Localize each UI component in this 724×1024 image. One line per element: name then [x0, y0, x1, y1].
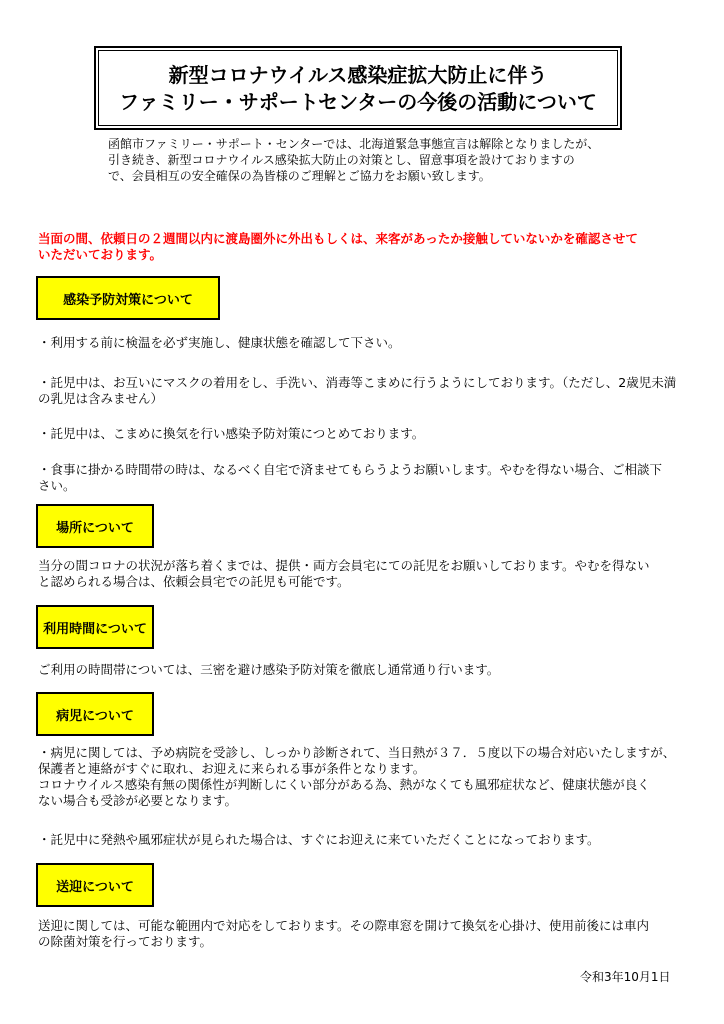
text-line: ・食事に掛かる時間帯の時は、なるべく自宅で済ませてもらうようお願いします。やむを得ない場合、ご相談下: [38, 462, 663, 477]
notice-line: 当面の間、依頼日の２週間以内に渡島圏外に外出もしくは、来客があったか接触していないかを確認させて: [38, 231, 638, 246]
text-line: ・病児に関しては、予め病院を受診し、しっかり診断されて、当日熱が３７．５度以下の場合対応いたしますが、: [38, 745, 676, 760]
heading-place: 場所について: [36, 504, 154, 548]
title-box: [94, 46, 622, 130]
text-line: ・託児中に発熱や風邪症状が見られた場合は、すぐにお迎えに来ていただくことになっております。: [38, 832, 600, 847]
infection-item-4: [38, 462, 698, 494]
intro-paragraph: [108, 136, 628, 184]
intro-line: で、会員相互の安全確保の為皆様のご理解とご協力をお願い致します。: [108, 169, 491, 183]
heading-infection: 感染予防対策について: [36, 276, 220, 320]
page-title-line-1: 新型コロナウイルス感染症拡大防止に伴う: [168, 63, 548, 87]
text-line: の乳児は含みません）: [38, 391, 164, 406]
text-line: ご利用の時間帯については、三密を避け感染予防対策を徹底し通常通り行います。: [38, 662, 500, 677]
text-line: ない場合も受診が必要となります。: [38, 793, 238, 808]
infection-item-2: [38, 375, 698, 407]
intro-line: 引き続き、新型コロナウイルス感染拡大防止の対策とし、留意事項を設けておりますの: [108, 153, 575, 167]
intro-line: 函館市ファミリー・サポート・センターでは、北海道緊急事態宣言は解除となりましたが、: [108, 137, 600, 151]
heading-sick: 病児について: [36, 692, 154, 736]
text-line: 当分の間コロナの状況が落ち着くまでは、提供・両方会員宅にての託児をお願いしております。やむを得ない: [38, 558, 650, 573]
place-item-1: [38, 558, 698, 590]
text-line: と認められる場合は、依頼会員宅での託児も可能です。: [38, 574, 350, 589]
infection-item-3: [38, 426, 698, 442]
red-notice: [38, 231, 693, 263]
text-line: ・利用する前に検温を必ず実施し、健康状態を確認して下さい。: [38, 335, 401, 350]
sick-item-2: [38, 832, 698, 848]
text-line: 保護者と連絡がすぐに取れ、お迎えに来られる事が条件となります。: [38, 761, 426, 776]
sick-item-1: [38, 745, 698, 809]
heading-hours: 利用時間について: [36, 605, 154, 649]
text-line: 送迎に関しては、可能な範囲内で対応をしております。その際車窓を開けて換気を心掛け、使用前後には車内: [38, 918, 650, 933]
infection-item-1: [38, 335, 698, 351]
hours-item-1: [38, 662, 698, 678]
notice-line: いただいております。: [38, 247, 163, 262]
issue-date: 令和3年10月1日: [580, 970, 671, 984]
heading-transport: 送迎について: [36, 863, 154, 907]
text-line: の除菌対策を行っております。: [38, 934, 213, 949]
text-line: さい。: [38, 478, 76, 493]
page-title-line-2: ファミリー・サポートセンターの今後の活動について: [119, 90, 597, 114]
transport-item-1: [38, 918, 698, 950]
text-line: ・託児中は、お互いにマスクの着用をし、手洗い、消毒等こまめに行うようにしております。（ただし、2歳児未満: [38, 375, 677, 390]
text-line: コロナウイルス感染有無の関係性が判断しにくい部分がある為、熱がなくても風邪症状など、健康状態が良く: [38, 777, 650, 792]
text-line: ・託児中は、こまめに換気を行い感染予防対策につとめております。: [38, 426, 425, 441]
